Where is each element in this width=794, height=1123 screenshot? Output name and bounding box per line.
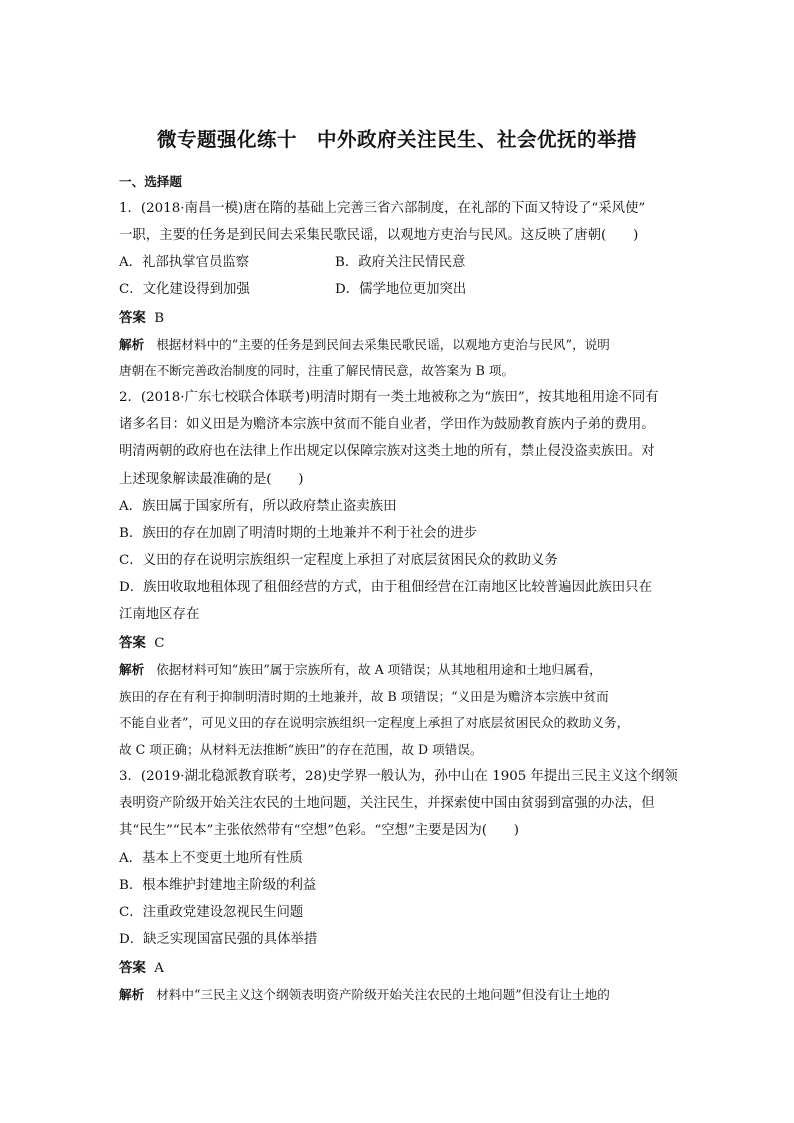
q1-explanation-line-1	[119, 336, 610, 354]
q2-explanation-line-4: 故 C 项正确；从材料无法推断“族田”的存在范围，故 D 项错误。	[119, 742, 483, 757]
page-title: 微专题强化练十 中外政府关注民生、社会优抚的举措	[156, 128, 637, 151]
q2-explanation-line-2: 族田的存在有利于抑制明清时期的土地兼并，故 B 项错误；“义田是为赡济本宗族中贫而	[119, 689, 609, 704]
explanation-text: 根据材料中的“主要的任务是到民间去采集民歌民谣，以观地方吏治与民风”，说明	[156, 337, 610, 352]
q2-answer	[119, 634, 165, 653]
q3-option-c: C．注重政党建设忽视民生问题	[119, 905, 304, 920]
q1-stem-line-1: 1．(2018·南昌一模)唐在隋的基础上完善三省六部制度，在礼部的下面又特设了“采风使”	[119, 201, 646, 216]
q3-option-d: D．缺乏实现国富民强的具体举措	[119, 932, 318, 947]
q3-stem-line-1: 3．(2019·湖北稳派教育联考，28)史学界一般认为，孙中山在 1905 年提出三民主义这个纲领	[119, 769, 678, 784]
q1-explanation-line-2: 唐朝在不断完善政治制度的同时，注重了解民情民意，故答案为 B 项。	[119, 363, 515, 378]
q2-option-d-line-2: 江南地区存在	[119, 607, 200, 622]
q2-explanation-line-1	[119, 661, 602, 679]
q2-option-c: C．义田的存在说明宗族组织一定程度上承担了对底层贫困民众的救助义务	[119, 553, 558, 568]
q3-option-a: A．基本上不变更土地所有性质	[119, 851, 303, 866]
q2-option-b: B．族田的存在加剧了明清时期的土地兼并不利于社会的进步	[119, 526, 477, 541]
section-heading: 一、选择题	[119, 174, 182, 189]
explanation-label: 解析	[119, 337, 145, 352]
q2-option-a: A．族田属于国家所有，所以政府禁止盗卖族田	[119, 499, 397, 514]
q3-explanation-line-1	[119, 986, 610, 1004]
q2-stem-line-1: 2．(2018·广东七校联合体联考)明清时期有一类土地被称之为“族田”，按其地租用途不同有	[119, 390, 659, 405]
answer-label: 答案	[119, 960, 146, 976]
q3-answer	[119, 959, 164, 978]
q1-answer	[119, 309, 164, 328]
q2-stem-line-4: 上述现象解读最准确的是( )	[119, 472, 304, 487]
q2-stem-line-3: 明清两朝的政府也在法律上作出规定以保障宗族对这类土地的所有，禁止侵没盗卖族田。对	[119, 444, 655, 459]
answer-label: 答案	[119, 635, 146, 651]
q3-stem-line-2: 表明资产阶级开始关注农民的土地问题，关注民生，并探索使中国由贫弱到富强的办法，但	[119, 796, 655, 811]
q2-explanation-line-3: 不能自业者”，可见义田的存在说明宗族组织一定程度上承担了对底层贫困民众的救助义务，	[119, 715, 630, 730]
answer-label: 答案	[119, 310, 146, 326]
answer-value: A	[154, 961, 164, 976]
explanation-text: 依据材料可知“族田”属于宗族所有，故 A 项错误；从其地租用途和土地归属看，	[156, 662, 602, 677]
explanation-label: 解析	[119, 987, 145, 1002]
q2-option-d-line-1: D．族田收取地租体现了租佃经营的方式，由于租佃经营在江南地区比较普遍因此族田只在	[119, 580, 652, 595]
explanation-label: 解析	[119, 662, 145, 677]
answer-value: B	[154, 311, 165, 326]
explanation-text: 材料中“三民主义这个纲领表明资产阶级开始关注农民的土地问题”但没有让土地的	[156, 987, 610, 1002]
q1-option-a: A．礼部执掌官员监察	[119, 255, 250, 270]
q1-option-c: C．文化建设得到加强	[119, 282, 250, 297]
q1-stem-line-2: 一职，主要的任务是到民间去采集民歌民谣，以观地方吏治与民风。这反映了唐朝( )	[119, 228, 639, 243]
q3-stem-line-3: 其“民生”“民本”主张依然带有“空想”色彩。“空想”主要是因为( )	[119, 823, 519, 838]
q1-option-d: D．儒学地位更加突出	[335, 282, 467, 297]
answer-value: C	[154, 636, 165, 651]
q1-option-b: B．政府关注民情民意	[335, 255, 466, 270]
q3-option-b: B．根本维护封建地主阶级的利益	[119, 878, 317, 893]
q2-stem-line-2: 诸多名目：如义田是为赡济本宗族中贫而不能自业者，学田作为鼓励教育族内子弟的费用。	[119, 417, 655, 432]
